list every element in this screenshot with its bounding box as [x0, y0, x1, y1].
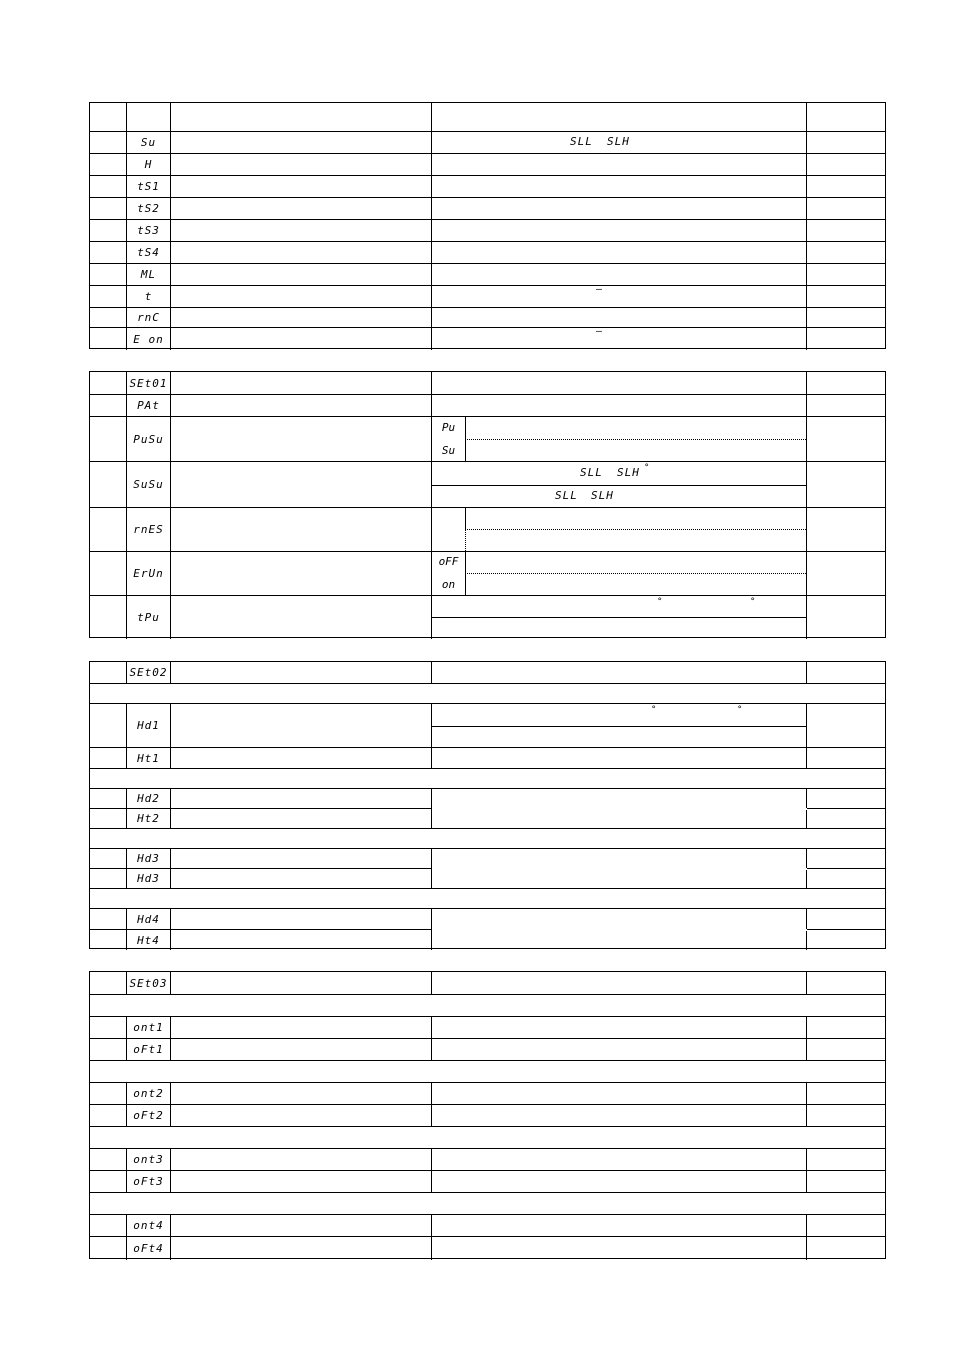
table-row: [90, 808, 885, 828]
param-code: oFt3: [127, 1171, 171, 1192]
range-low: SLL: [555, 489, 578, 502]
table-row: [90, 788, 885, 808]
table-row: [90, 747, 885, 768]
table-row: [90, 103, 885, 131]
param-code: Ht1: [127, 748, 171, 768]
table-row: [90, 394, 885, 416]
table-row: [90, 131, 885, 153]
option-code: Pu: [441, 421, 456, 434]
param-code: rnC: [127, 308, 171, 327]
param-code: Hd3: [127, 869, 171, 888]
parameter-table-3: [89, 661, 886, 949]
table-row: [90, 507, 885, 551]
table-row: [90, 703, 885, 747]
param-code: ErUn: [127, 552, 171, 595]
param-code: Hd3: [127, 849, 171, 868]
param-code: Ht4: [127, 930, 171, 950]
param-code: tS1: [127, 176, 171, 197]
section-row: [90, 683, 885, 703]
table-row: [90, 285, 885, 307]
option-code: on: [441, 578, 456, 591]
table-row: [90, 241, 885, 263]
table-row: [90, 1214, 885, 1236]
section-row: [90, 888, 885, 908]
param-code: E on: [127, 328, 171, 350]
degree-mark: °: [657, 597, 663, 607]
table-row: [90, 263, 885, 285]
param-code: t: [127, 286, 171, 307]
table-row: [90, 1016, 885, 1038]
param-code: H: [127, 154, 171, 175]
section-row: [90, 994, 885, 1016]
table-row: [90, 197, 885, 219]
param-code: SuSu: [127, 462, 171, 507]
table-row: [90, 972, 885, 994]
table-row: [90, 327, 885, 350]
param-code: Ht2: [127, 809, 171, 828]
range-high: SLH: [607, 135, 630, 148]
table-row: [90, 175, 885, 197]
param-code: tS2: [127, 198, 171, 219]
table-row: [90, 868, 885, 888]
section-row: [90, 1126, 885, 1148]
param-code: oFt2: [127, 1105, 171, 1126]
param-code: PAt: [127, 395, 171, 416]
table-row: [90, 219, 885, 241]
param-code: Hd2: [127, 789, 171, 808]
parameter-table-4: [89, 971, 886, 1259]
dash-mark: –: [596, 326, 603, 337]
range-low: SLL: [570, 135, 593, 148]
range-high: SLH: [591, 489, 614, 502]
table-row: [90, 929, 885, 950]
table-row: [90, 595, 885, 639]
degree-mark: °: [644, 463, 650, 473]
param-code: ont4: [127, 1215, 171, 1236]
section-row: [90, 1192, 885, 1214]
table-row: [90, 1038, 885, 1060]
degree-mark: °: [737, 705, 743, 715]
section-row: [90, 768, 885, 788]
degree-mark: °: [651, 705, 657, 715]
range-high: SLH: [617, 466, 640, 479]
table-row: [90, 1148, 885, 1170]
param-code: ML: [127, 264, 171, 285]
param-code: SEt02: [127, 662, 171, 683]
param-code: SEt03: [127, 972, 171, 994]
section-row: [90, 1060, 885, 1082]
param-code: PuSu: [127, 417, 171, 461]
table-row: [90, 662, 885, 683]
table-row: [90, 1170, 885, 1192]
param-code: ont2: [127, 1083, 171, 1104]
param-code: Hd4: [127, 909, 171, 929]
param-code: oFt1: [127, 1039, 171, 1060]
range-low: SLL: [580, 466, 603, 479]
table-row: [90, 848, 885, 868]
param-code: tS3: [127, 220, 171, 241]
param-code: rnES: [127, 508, 171, 551]
param-code: oFt4: [127, 1237, 171, 1260]
param-code: SEt01: [127, 372, 171, 394]
table-row: [90, 551, 885, 595]
option-code: Su: [441, 444, 456, 457]
param-code: Su: [127, 132, 171, 153]
parameter-table-2: [89, 371, 886, 638]
table-row: [90, 372, 885, 394]
table-row: [90, 153, 885, 175]
section-row: [90, 828, 885, 848]
table-row: [90, 1236, 885, 1260]
param-code: Hd1: [127, 704, 171, 747]
table-row: [90, 1104, 885, 1126]
dash-mark: –: [596, 284, 603, 295]
param-code: ont3: [127, 1149, 171, 1170]
table-row: [90, 307, 885, 327]
parameter-table-1: [89, 102, 886, 349]
param-code: ont1: [127, 1017, 171, 1038]
table-row: [90, 908, 885, 929]
table-row: [90, 1082, 885, 1104]
table-row: [90, 461, 885, 507]
option-code: oFF: [438, 555, 459, 568]
param-code: tS4: [127, 242, 171, 263]
table-row: [90, 416, 885, 461]
degree-mark: °: [750, 597, 756, 607]
param-code: tPu: [127, 596, 171, 639]
